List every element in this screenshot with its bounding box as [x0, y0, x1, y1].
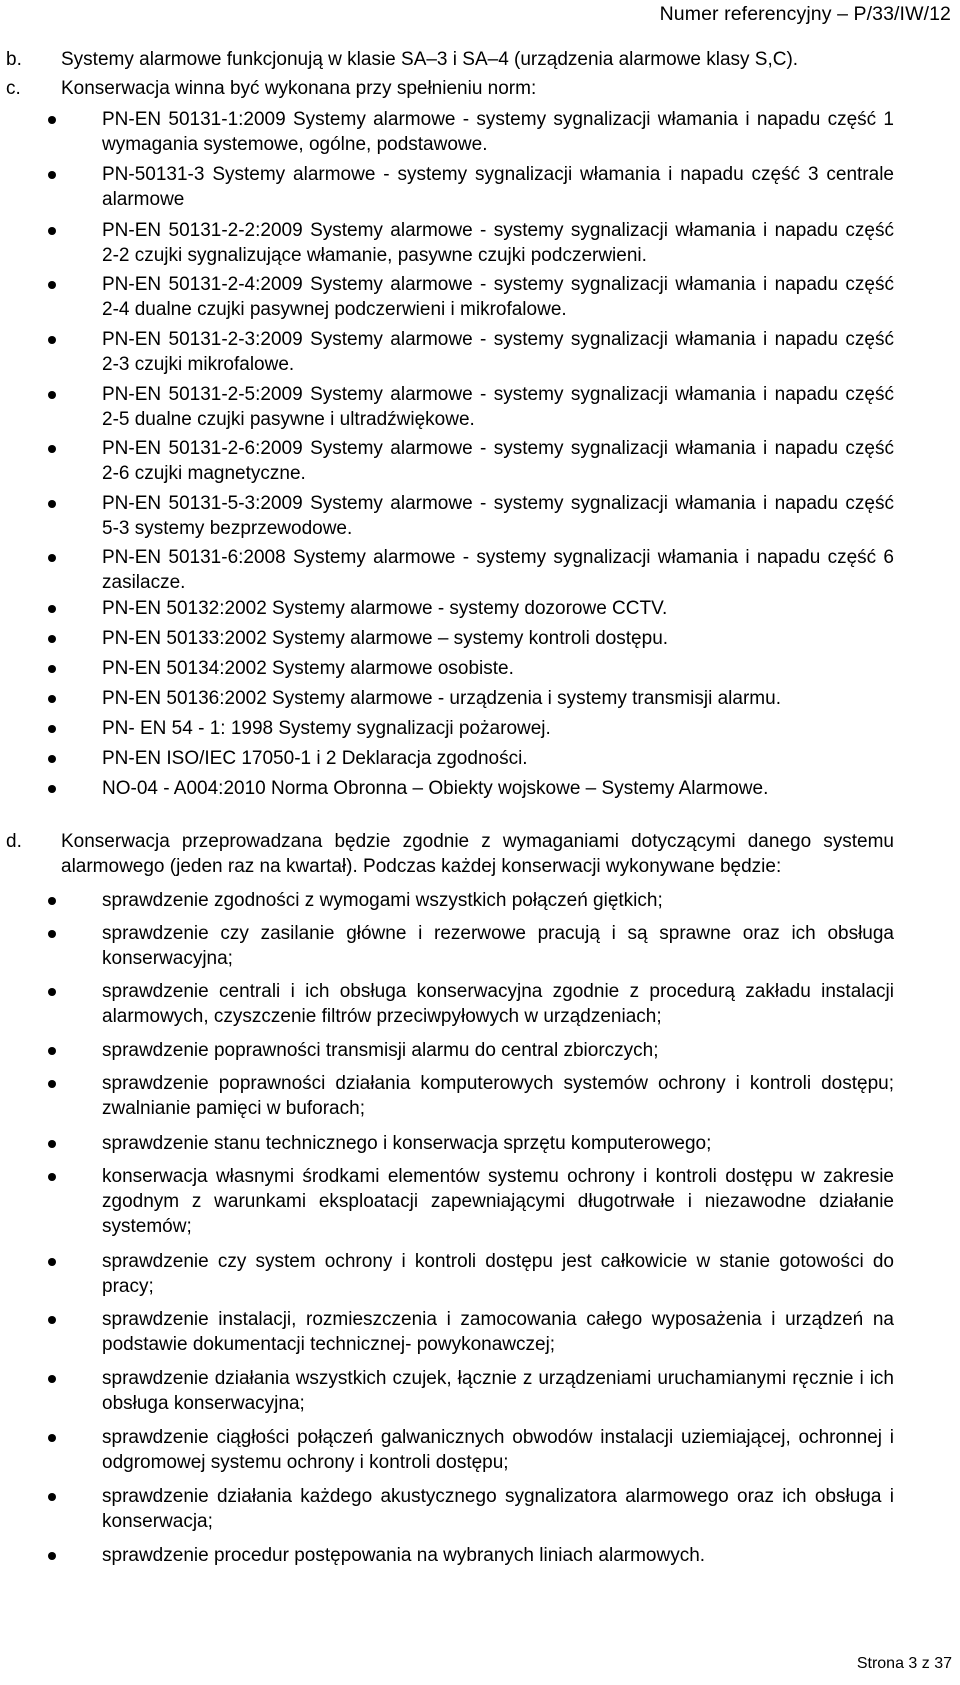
list-item — [6, 545, 894, 595]
list-item — [6, 491, 894, 541]
bullet-icon — [48, 897, 56, 905]
bullet-icon — [48, 665, 56, 673]
list-item-text: PN-EN 50131-2-5:2009 Systemy alarmowe - systemy sygnalizacji włamania i napadu część 2-5 dualne czujki pasywne i ultradźwiękowe. — [102, 384, 894, 430]
list-item — [6, 1366, 894, 1416]
list-item-text: sprawdzenie zgodności z wymogami wszystkich połączeń giętkich; — [102, 890, 663, 911]
bullet-icon — [48, 605, 56, 613]
list-item — [6, 107, 894, 157]
list-item-text: PN-EN 50131-2-3:2009 Systemy alarmowe - systemy sygnalizacji włamania i napadu część 2-3 czujki mikrofalowe. — [102, 329, 894, 375]
bullet-icon — [48, 725, 56, 733]
bullet-icon — [48, 695, 56, 703]
list-item-text: PN-EN 50134:2002 Systemy alarmowe osobiste. — [102, 658, 514, 679]
document-reference-number: Numer referencyjny – P/33/IW/12 — [659, 3, 951, 25]
list-item-text: sprawdzenie działania każdego akustycznego sygnalizatora alarmowego oraz ich obsługa i konserwacja; — [102, 1486, 894, 1532]
section-b-text: Systemy alarmowe funkcjonują w klasie SA–3 i SA–4 (urządzenia alarmowe klasy S,C). — [61, 49, 799, 70]
section-b — [6, 47, 894, 72]
list-item — [6, 746, 894, 771]
bullet-icon — [48, 1080, 56, 1088]
bullet-icon — [48, 1375, 56, 1383]
list-item-text: sprawdzenie czy system ochrony i kontroli dostępu jest całkowicie w stanie gotowości do pracy; — [102, 1251, 894, 1297]
bullet-icon — [48, 1047, 56, 1055]
list-item — [6, 776, 894, 801]
bullet-icon — [48, 1552, 56, 1560]
list-item — [6, 436, 894, 486]
list-item-text: PN-EN 50136:2002 Systemy alarmowe - urządzenia i systemy transmisji alarmu. — [102, 688, 781, 709]
list-item-text: konserwacja własnymi środkami elementów systemu ochrony i kontroli dostępu w zakresie zgodnym z warunkami eksploatacji zapewniającymi długotrwałe i niezawodne działanie systemów; — [102, 1166, 894, 1237]
list-item — [6, 1164, 894, 1239]
bullet-icon — [48, 1173, 56, 1181]
list-item-text: sprawdzenie działania wszystkich czujek, łącznie z urządzeniami uruchamianymi ręcznie i ich obsługa konserwacyjna; — [102, 1368, 894, 1414]
section-d — [6, 829, 894, 879]
bullet-icon — [48, 755, 56, 763]
list-item-text: NO-04 - A004:2010 Norma Obronna – Obiekty wojskowe – Systemy Alarmowe. — [102, 778, 769, 799]
bullet-icon — [48, 1258, 56, 1266]
list-item-text: sprawdzenie centrali i ich obsługa konserwacyjna zgodnie z procedurą zakładu instalacji alarmowych, czyszczenie filtrów przeciwpyłowych w urządzeniach; — [102, 981, 894, 1027]
list-item — [6, 1543, 894, 1568]
page-number: Strona 3 z 37 — [856, 1655, 952, 1672]
list-item — [6, 596, 894, 621]
bullet-icon — [48, 500, 56, 508]
section-c-marker: c. — [6, 78, 21, 99]
list-item — [6, 626, 894, 651]
bullet-icon — [48, 281, 56, 289]
bullet-icon — [48, 988, 56, 996]
list-item — [6, 162, 894, 212]
bullet-icon — [48, 930, 56, 938]
list-item-text: PN-EN 50131-2-4:2009 Systemy alarmowe - systemy sygnalizacji włamania i napadu część 2-4 dualne czujki pasywnej podczerwieni i mikrofalowe. — [102, 274, 894, 320]
list-item — [6, 888, 894, 913]
list-item-text: PN-50131-3 Systemy alarmowe - systemy sygnalizacji włamania i napadu część 3 centrale alarmowe — [102, 164, 894, 210]
bullet-icon — [48, 445, 56, 453]
list-item-text: sprawdzenie instalacji, rozmieszczenia i zamocowania całego wyposażenia i urządzeń na podstawie dokumentacji technicznej- powykonawczej; — [102, 1309, 894, 1355]
list-item-text: sprawdzenie ciągłości połączeń galwanicznych obwodów instalacji uziemiającej, ochronnej i odgromowej systemu ochrony i kontroli dostępu; — [102, 1427, 894, 1473]
list-item — [6, 1425, 894, 1475]
bullet-icon — [48, 227, 56, 235]
list-item — [6, 1071, 894, 1121]
list-item — [6, 272, 894, 322]
list-item — [6, 979, 894, 1029]
list-item-text: PN-EN 50132:2002 Systemy alarmowe - systemy dozorowe CCTV. — [102, 598, 668, 619]
section-b-marker: b. — [6, 49, 22, 70]
bullet-icon — [48, 1434, 56, 1442]
bullet-icon — [48, 1140, 56, 1148]
bullet-icon — [48, 336, 56, 344]
section-c-text: Konserwacja winna być wykonana przy spełnieniu norm: — [61, 78, 537, 99]
section-c — [6, 76, 894, 101]
bullet-icon — [48, 1493, 56, 1501]
list-item — [6, 382, 894, 432]
list-item-text: sprawdzenie stanu technicznego i konserwacja sprzętu komputerowego; — [102, 1133, 712, 1154]
list-item — [6, 1131, 894, 1156]
list-item-text: PN-EN ISO/IEC 17050-1 i 2 Deklaracja zgodności. — [102, 748, 528, 769]
list-item — [6, 716, 894, 741]
bullet-icon — [48, 391, 56, 399]
list-item-text: PN-EN 50131-2-6:2009 Systemy alarmowe - systemy sygnalizacji włamania i napadu część 2-6 czujki magnetyczne. — [102, 438, 894, 484]
list-item — [6, 1038, 894, 1063]
list-item-text: PN-EN 50131-5-3:2009 Systemy alarmowe - systemy sygnalizacji włamania i napadu część 5-3 systemy bezprzewodowe. — [102, 493, 894, 539]
list-item-text: sprawdzenie procedur postępowania na wybranych liniach alarmowych. — [102, 1545, 706, 1566]
bullet-icon — [48, 1316, 56, 1324]
list-item — [6, 686, 894, 711]
list-item — [6, 656, 894, 681]
bullet-icon — [48, 635, 56, 643]
list-item-text: sprawdzenie czy zasilanie główne i rezerwowe pracują i są sprawne oraz ich obsługa konserwacyjna; — [102, 923, 894, 969]
list-item-text: PN-EN 50131-2-2:2009 Systemy alarmowe - systemy sygnalizacji włamania i napadu część 2-2 czujki sygnalizujące włamanie, pasywne czujki podczerwieni. — [102, 220, 894, 266]
list-item — [6, 921, 894, 971]
list-item — [6, 1307, 894, 1357]
list-item-text: sprawdzenie poprawności działania komputerowych systemów ochrony i kontroli dostępu; zwalnianie pamięci w buforach; — [102, 1073, 894, 1119]
list-item-text: PN-EN 50133:2002 Systemy alarmowe – systemy kontroli dostępu. — [102, 628, 669, 649]
list-item-text: PN-EN 50131-1:2009 Systemy alarmowe - systemy sygnalizacji włamania i napadu część 1 wymagania systemowe, ogólne, podstawowe. — [102, 109, 894, 155]
section-d-text: Konserwacja przeprowadzana będzie zgodnie z wymaganiami dotyczącymi danego systemu alarmowego (jeden raz na kwartał). Podczas każdej konserwacji wykonywane będzie: — [61, 831, 894, 877]
section-d-marker: d. — [6, 831, 22, 852]
bullet-icon — [48, 171, 56, 179]
list-item-text: sprawdzenie poprawności transmisji alarmu do central zbiorczych; — [102, 1040, 659, 1061]
list-item — [6, 1484, 894, 1534]
bullet-icon — [48, 116, 56, 124]
bullet-icon — [48, 785, 56, 793]
bullet-icon — [48, 554, 56, 562]
list-item — [6, 327, 894, 377]
list-item-text: PN-EN 50131-6:2008 Systemy alarmowe - systemy sygnalizacji włamania i napadu część 6 zasilacze. — [102, 547, 894, 593]
list-item — [6, 1249, 894, 1299]
list-item — [6, 218, 894, 268]
list-item-text: PN- EN 54 - 1: 1998 Systemy sygnalizacji pożarowej. — [102, 718, 551, 739]
